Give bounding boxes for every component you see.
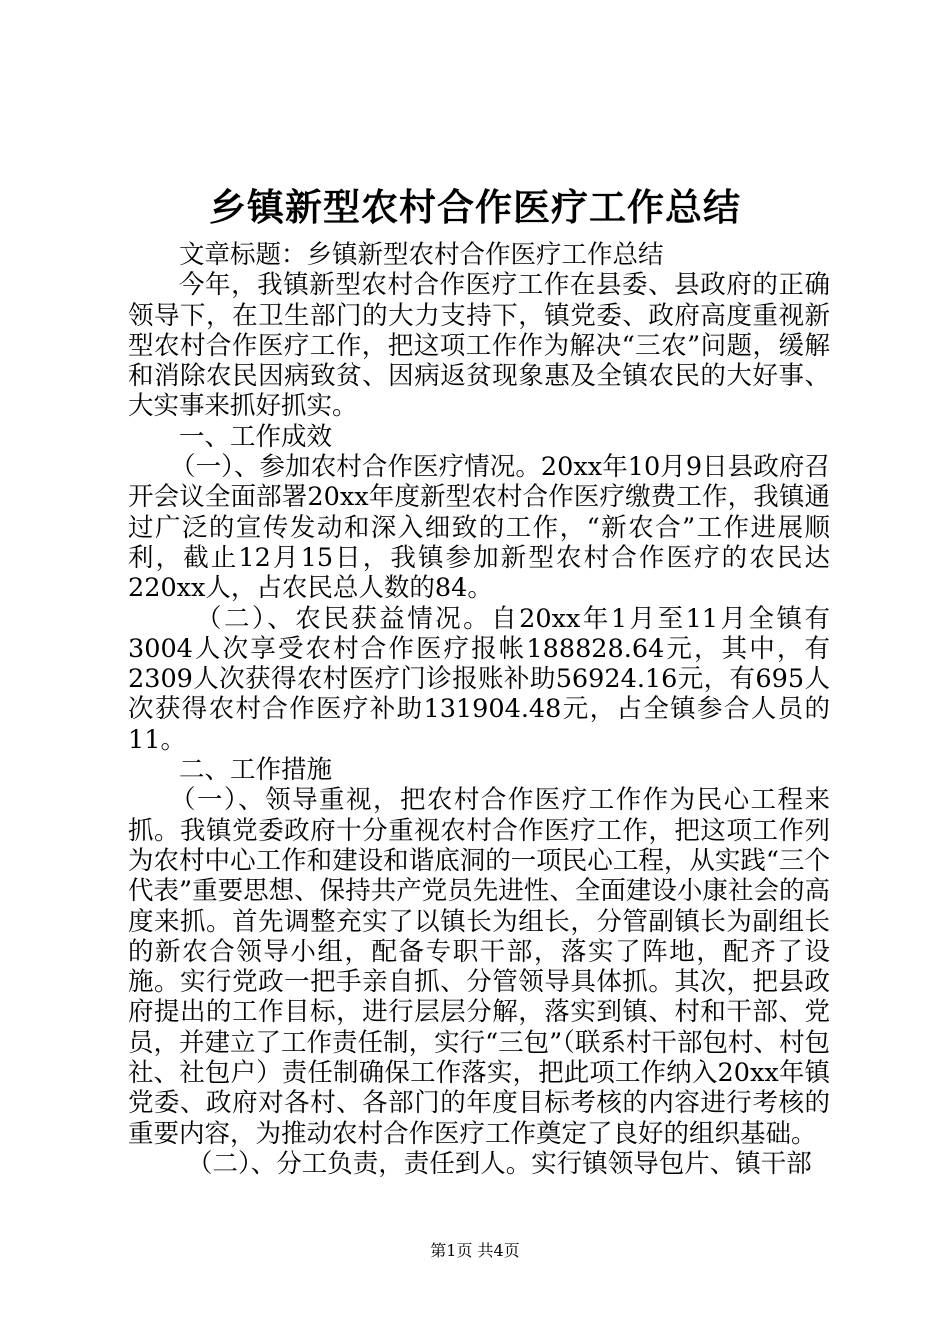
document-title: 乡镇新型农村合作医疗工作总结 <box>209 185 741 229</box>
section-heading-results: 一、工作成效 <box>179 421 333 452</box>
paragraph-benefits: （二）、农民获益情况。自20xx年1月至11月全镇有3004人次享受农村合作医疗报帐188828.64元，其中，有2309人次获得农村医疗门诊报账补助56924.16元，有695人次获得农村合作医疗补助131904.48元，占全镇参合人员的11。 <box>128 603 830 755</box>
paragraph-participation: （一）、参加农村合作医疗情况。20xx年10月9日县政府召开会议全面部署20xx年度新型农村合作医疗缴费工作，我镇通过广泛的宣传发动和深入细致的工作，“新农合”工作进展顺利，截止12月15日，我镇参加新型农村合作医疗的农民达220xx人，占农民总人数的84。 <box>128 452 830 604</box>
article-title-line: 文章标题：乡镇新型农村合作医疗工作总结 <box>179 240 664 270</box>
section-heading-measures: 二、工作措施 <box>179 755 333 786</box>
paragraph-leadership: （一）、领导重视，把农村合作医疗工作作为民心工程来抓。我镇党委政府十分重视农村合作医疗工作，把这项工作列为农村中心工作和建设和谐底洞的一项民心工程，从实践“三个代表”重要思想、保持共产党员先进性、全面建设小康社会的高度来抓。首先调整充实了以镇长为组长，分管副镇长为副组长的新农合领导小组，配备专职干部，落实了阵地，配齐了设施。实行党政一把手亲自抓、分管领导具体抓。其次，把县政府提出的工作目标，进行层层分解，落实到镇、村和干部、党员，并建立了工作责任制，实行“三包”（联系村干部包村、村包社、社包户）责任制确保工作落实，把此项工作纳入20xx年镇党委、政府对各村、各部门的年度目标考核的内容进行考核的重要内容，为推动农村合作医疗工作奠定了良好的组织基础。 <box>128 785 830 1149</box>
document-body <box>128 240 830 1179</box>
paragraph-responsibility: （二）、分工负责，责任到人。实行镇领导包片、镇干部 <box>187 1148 812 1179</box>
intro-paragraph: 今年，我镇新型农村合作医疗工作在县委、县政府的正确领导下，在卫生部门的大力支持下，镇党委、政府高度重视新型农村合作医疗工作，把这项工作作为解决“三农”问题，缓解和消除农民因病致贫、因病返贫现象惠及全镇农民的大好事、大实事来抓好抓实。 <box>128 270 830 422</box>
page-footer: 第1页 共4页 <box>430 1241 520 1260</box>
